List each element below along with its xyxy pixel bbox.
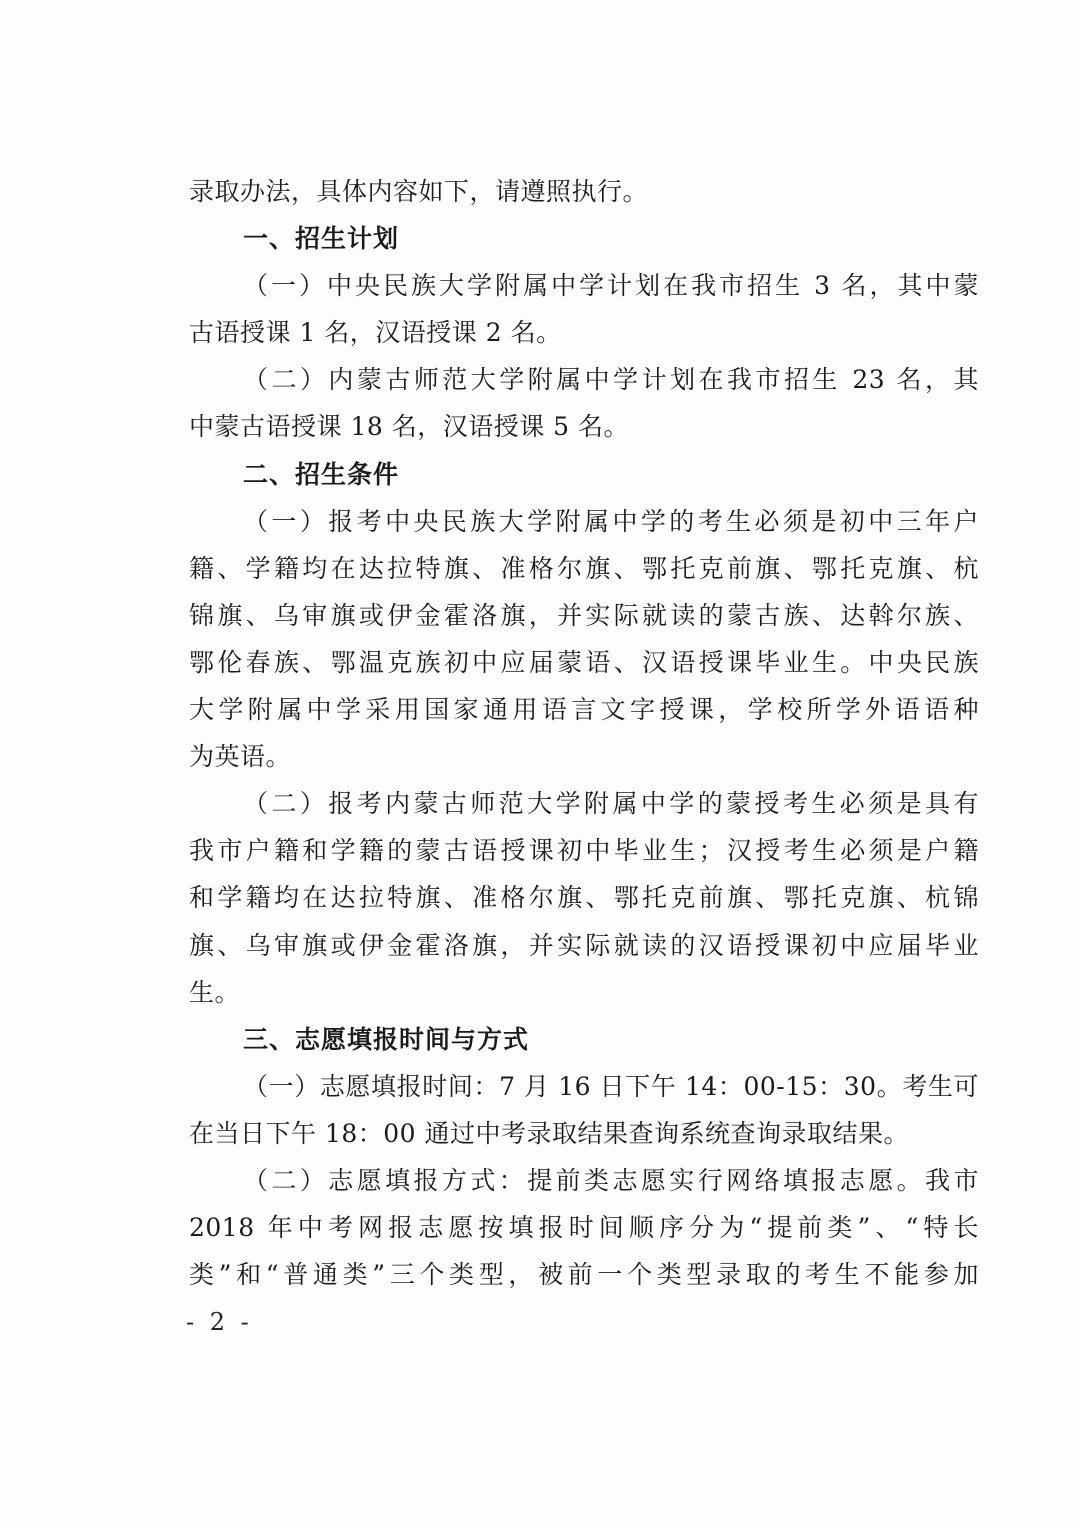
intro-line: 录取办法，具体内容如下，请遵照执行。 [189,177,649,206]
paragraph-line: 旗、乌审旗或伊金霍洛旗，并实际就读的汉语授课初中应届毕业 [189,930,979,960]
section-heading-application-time-method: 三、志愿填报时间与方式 [243,1024,530,1054]
paragraph-line: （二）志愿填报方式：提前类志愿实行网络填报志愿。我市 [243,1165,979,1195]
paragraph-line: （二）内蒙古师范大学附属中学计划在我市招生 23 名，其 [243,365,979,395]
page-number: - 2 - [186,1308,253,1336]
paragraph-line: 在当日下午 18：00 通过中考录取结果查询系统查询录取结果。 [189,1118,910,1148]
section-heading-enrollment-plan: 一、招生计划 [243,224,400,254]
paragraph-line: 我市户籍和学籍的蒙古语授课初中毕业生；汉授考生必须是户籍 [189,836,979,866]
section-heading-enrollment-conditions: 二、招生条件 [243,459,400,489]
paragraph-line: 鄂伦春族、鄂温克族初中应届蒙语、汉语授课毕业生。中央民族 [189,647,979,677]
paragraph-line: 生。 [189,977,241,1007]
paragraph-line: 古语授课 1 名，汉语授课 2 名。 [189,318,562,348]
paragraph-line: 籍、学籍均在达拉特旗、准格尔旗、鄂托克前旗、鄂托克旗、杭 [189,553,979,583]
paragraph-line: 2018 年中考网报志愿按填报时间顺序分为“提前类”、“特长 [189,1213,979,1243]
paragraph-line: 为英语。 [189,742,292,772]
paragraph-line: 大学附属中学采用国家通用语言文字授课，学校所学外语语种 [189,695,979,725]
paragraph-line: （二）报考内蒙古师范大学附属中学的蒙授考生必须是具有 [243,789,979,819]
paragraph-line: （一）志愿填报时间：7 月 16 日下午 14：00-15：30。考生可 [243,1071,979,1101]
paragraph-line: （一）报考中央民族大学附属中学的考生必须是初中三年户 [243,506,979,536]
paragraph-line: 中蒙古语授课 18 名，汉语授课 5 名。 [189,412,630,442]
paragraph-line: （一）中央民族大学附属中学计划在我市招生 3 名，其中蒙 [243,271,979,301]
paragraph-line: 类”和“普通类”三个类型，被前一个类型录取的考生不能参加 [189,1260,979,1290]
paragraph-line: 和学籍均在达拉特旗、准格尔旗、鄂托克前旗、鄂托克旗、杭锦 [189,883,979,913]
paragraph-line: 锦旗、乌审旗或伊金霍洛旗，并实际就读的蒙古族、达斡尔族、 [189,600,979,630]
document-body [189,168,979,1298]
